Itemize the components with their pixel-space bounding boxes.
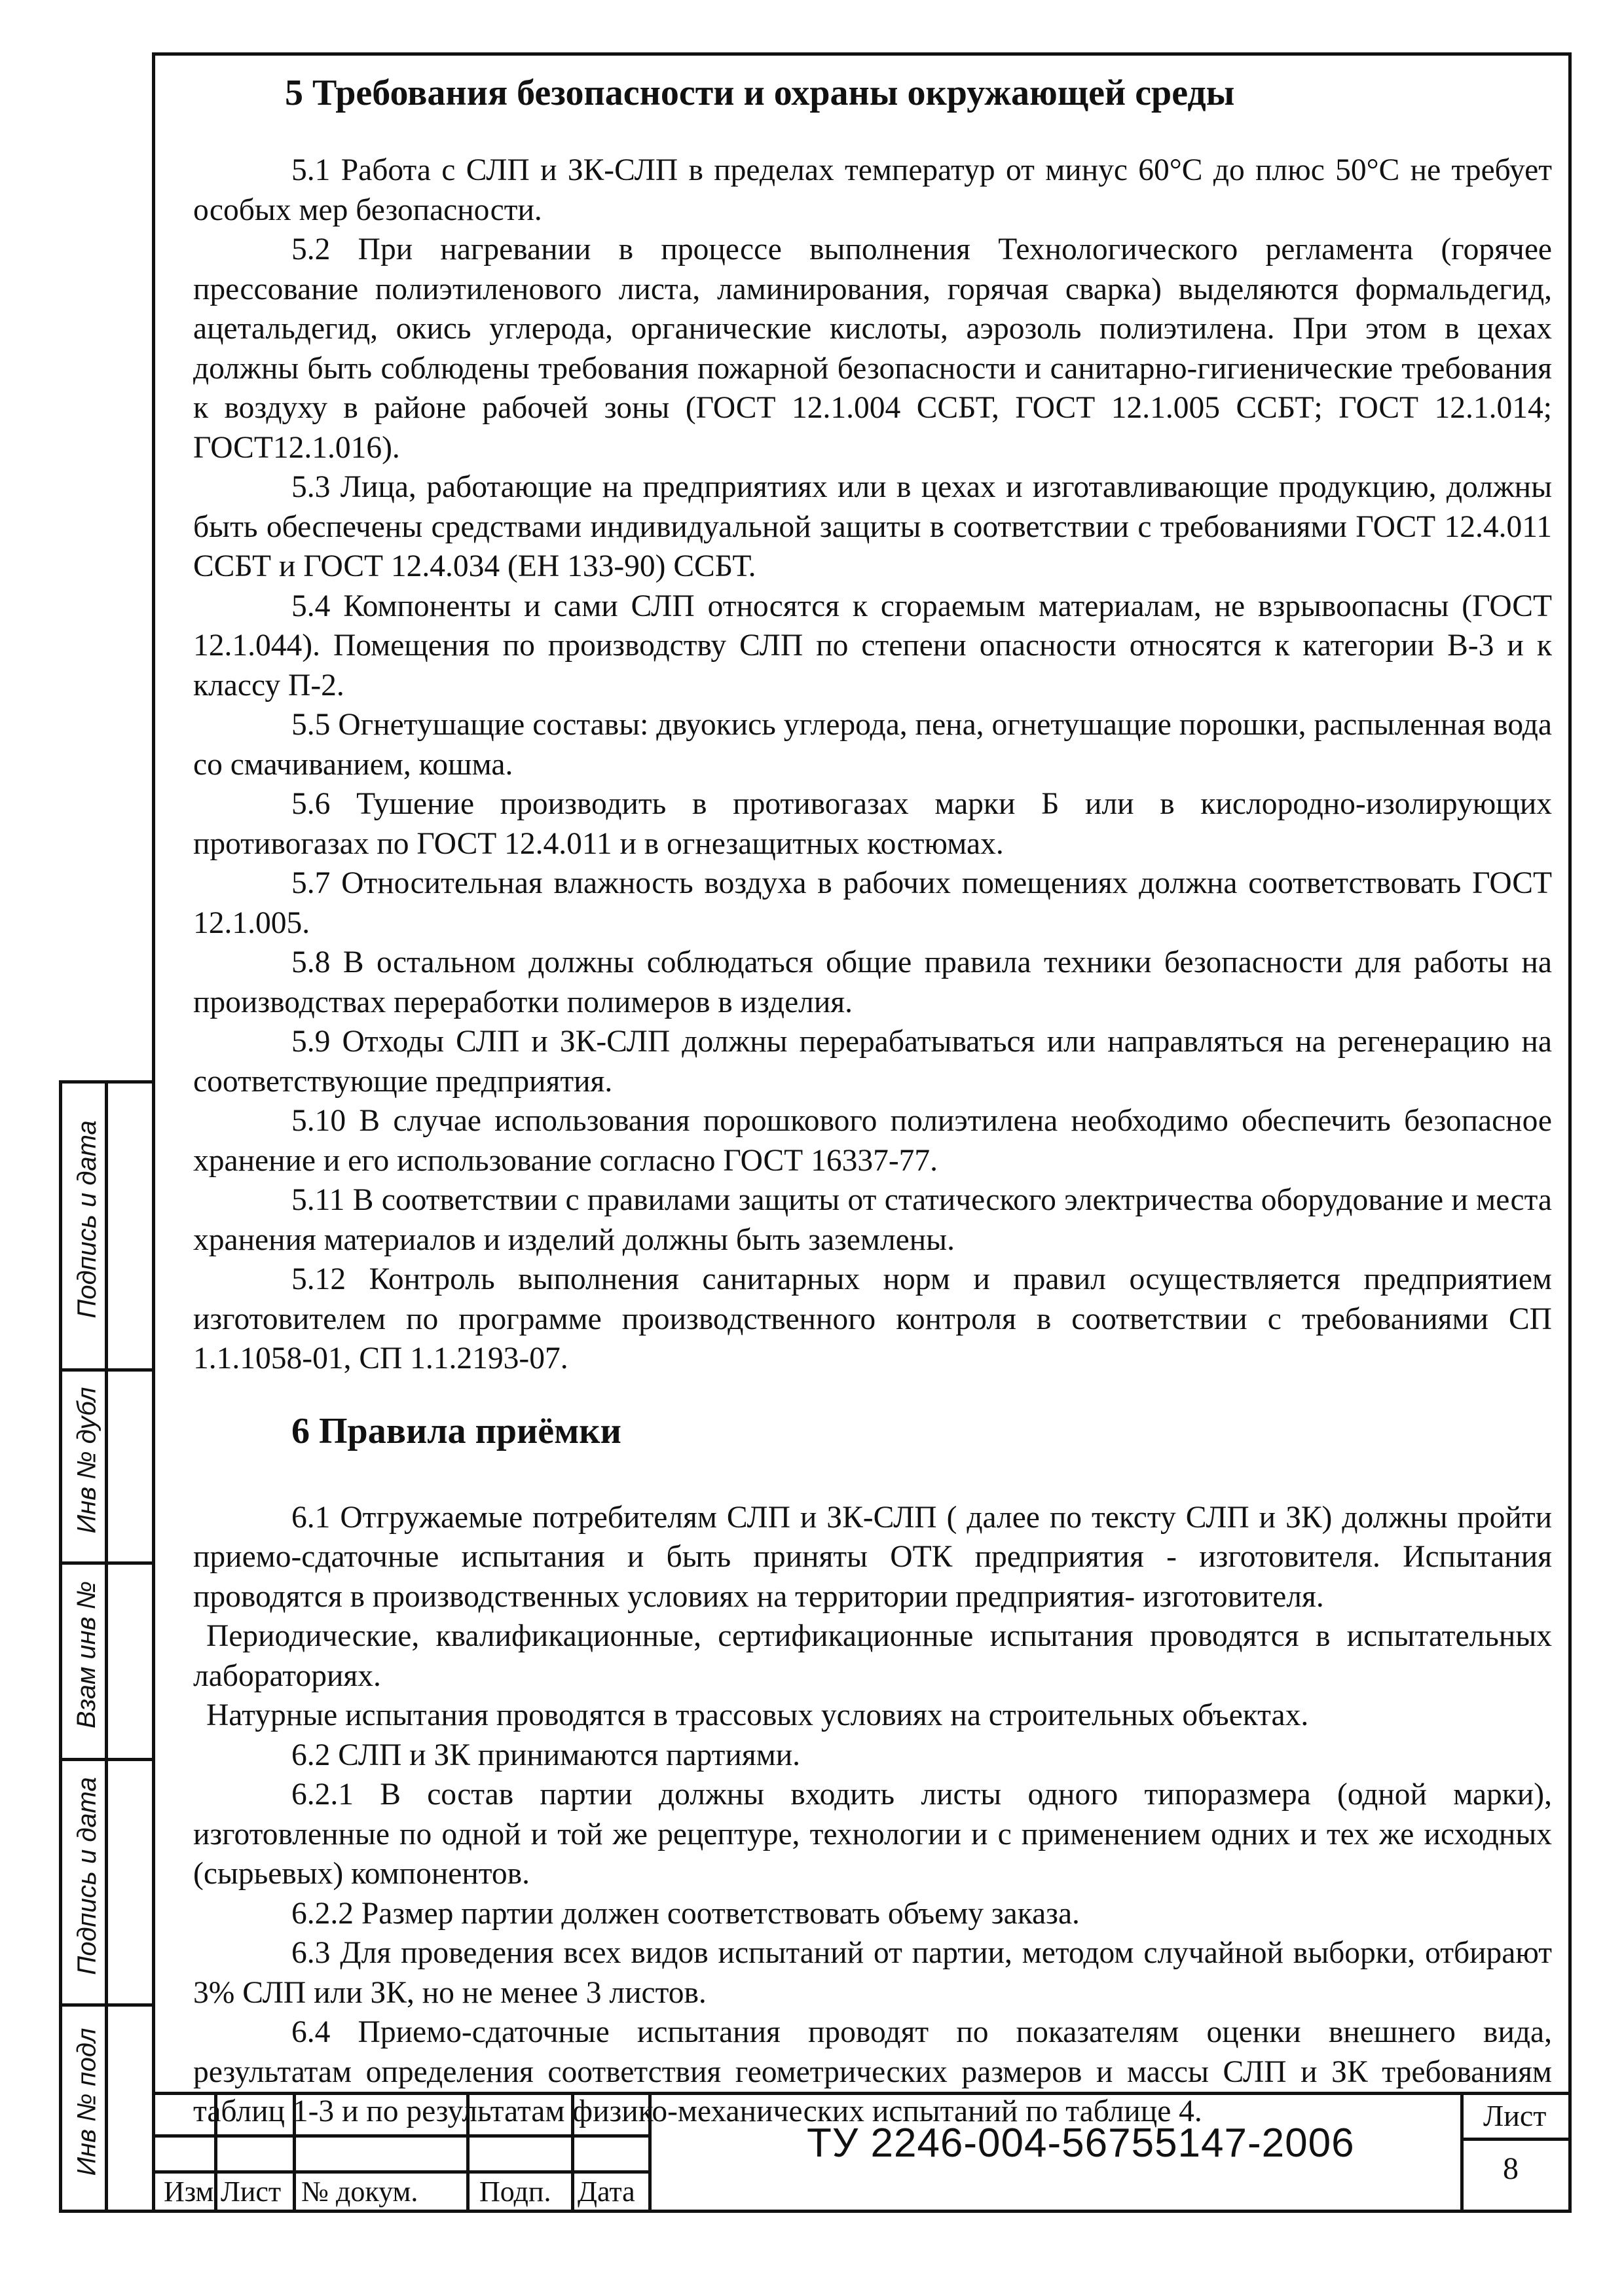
margin-cell-orig-inv [62,2007,152,2213]
sheet-box [1460,2095,1568,2213]
margin-strip [59,1080,152,2213]
paragraph-5-2: 5.2 При нагревании в процессе выполнения Технологического регламента (горячее прессование полиэтиленового листа, ламинирования, горячая сварка) выделяются формальдегид, ацетальдегид, окись углерода, органические кислоты, аэрозоль полиэтилена. При этом в цехах должны быть соблюдены требования пожарной безопасности и санитарно-гигиенические требования к воздуху в районе рабочей зоны (ГОСТ 12.1.004 ССБТ, ГОСТ 12.1.005 ССБТ; ГОСТ 12.1.014; ГОСТ12.1.016). [193,232,1552,465]
section-5-heading: 5 Требования безопасности и охраны окружающей среды [285,73,1235,113]
section-6-heading: 6 Правила приёмки [291,1410,621,1451]
paragraph-5-4: 5.4 Компоненты и сами СЛП относятся к сгораемым материалам, не взрывоопасны (ГОСТ 12.1.044). Помещения по производству СЛП по степени опасности относятся к категории В-3 и к классу П-2. [193,589,1552,702]
paragraph-6-1-field: Натурные испытания проводятся в трассовых условиях на строительных объектах. [206,1698,1309,1732]
document-body [193,72,1552,2132]
sheet-number: 8 [1503,2151,1519,2186]
title-block [152,2092,1572,2213]
paragraph-5-11: 5.11 В соответствии с правилами защиты от статического электричества оборудование и места хранения материалов и изделий должны быть заземлены. [193,1183,1552,1257]
margin-label-replace-inv: Взам инв № [72,1580,101,1729]
paragraph-5-12: 5.12 Контроль выполнения санитарных норм и правил осуществляется предприятием изготовителем по программе производственного контроля в соответствии с требованиями СП 1.1.1058-01, СП 1.1.2193-07. [193,1262,1552,1376]
title-block-grid [152,2095,650,2213]
paragraph-5-5: 5.5 Огнетушащие составы: двуокись углерода, пена, огнетушащие порошки, распыленная вода со смачиванием, кошма. [193,708,1552,782]
paragraph-5-6: 5.6 Тушение производить в противогазах марки Б или в кислородно-изолирующих противогазах по ГОСТ 12.4.011 и в огнезащитных костюмах. [193,787,1552,861]
margin-label-signature-date-2: Подпись и дата [72,1776,101,1975]
margin-cell-signature-date-1 [62,1084,152,1372]
paragraph-6-4: 6.4 Приемо-сдаточные испытания проводят по показателям оценки внешнего вида, результатам определения соответствия геометрических размеров и массы СЛП и ЗК требованиям таблиц 1-3 и по результатам физико-механических испытаний по таблице 4. [193,2015,1552,2128]
title-col-list: Лист [221,2176,282,2208]
paragraph-5-9: 5.9 Отходы СЛП и ЗК-СЛП должны перерабатываться или направляться на регенерацию на соответствующие предприятия. [193,1025,1552,1099]
margin-cell-replace-inv [62,1565,152,1761]
margin-label-signature-date: Подпись и дата [72,1120,101,1319]
margin-cell-dup-inv [62,1372,152,1565]
paragraph-5-1: 5.1 Работа с СЛП и ЗК-СЛП в пределах температур от минус 60°С до плюс 50°С не требует особых мер безопасности. [193,153,1552,227]
sheet-label: Лист [1483,2099,1547,2132]
margin-label-orig-inv: Инв № подл [72,2028,101,2176]
paragraph-5-8: 5.8 В остальном должны соблюдаться общие правила техники безопасности для работы на производствах переработки полимеров в изделия. [193,945,1552,1019]
paragraph-6-3: 6.3 Для проведения всех видов испытаний от партии, методом случайной выборки, отбирают 3% СЛП или ЗК, но не менее 3 листов. [193,1936,1552,2010]
margin-label-dup-inv: Инв № дубл [72,1387,101,1533]
paragraph-5-7: 5.7 Относительная влажность воздуха в рабочих помещениях должна соответствовать ГОСТ 12.1.005. [193,866,1552,940]
title-col-izm: Изм [164,2176,214,2208]
paragraph-6-2-2: 6.2.2 Размер партии должен соответствовать объему заказа. [291,1896,1080,1931]
paragraph-6-2-1: 6.2.1 В состав партии должны входить листы одного типоразмера (одной марки), изготовленные по одной и той же рецептуре, технологии и с применением одних и тех же исходных (сырьевых) компонентов. [193,1777,1552,1891]
paragraph-6-1-periodic: Периодические, квалификационные, сертификационные испытания проводятся в испытательных лабораториях. [193,1619,1552,1693]
paragraph-6-2: 6.2 СЛП и ЗК принимаются партиями. [291,1738,801,1772]
title-col-date: Дата [578,2176,635,2208]
paragraph-5-10: 5.10 В случае использования порошкового полиэтилена необходимо обеспечить безопасное хранение и его использование согласно ГОСТ 16337-77. [193,1104,1552,1178]
title-col-signature: Подп. [479,2176,551,2208]
title-col-doc-number: № докум. [301,2176,418,2208]
document-code: ТУ 2246-004-56755147-2006 [807,2121,1355,2166]
margin-cell-signature-date-2 [62,1761,152,2007]
paragraph-6-1: 6.1 Отгружаемые потребителям СЛП и ЗК-СЛП ( далее по тексту СЛП и ЗК) должны пройти приемо-сдаточные испытания и быть приняты ОТК предприятия - изготовителя. Испытания проводятся в производственных условиях на территории предприятия- изготовителя. [193,1500,1552,1614]
paragraph-5-3: 5.3 Лица, работающие на предприятиях или в цехах и изготавливающие продукцию, должны быть обеспечены средствами индивидуальной защиты в соответствии с требованиями ГОСТ 12.4.011 ССБТ и ГОСТ 12.4.034 (ЕН 133-90) ССБТ. [193,470,1552,583]
